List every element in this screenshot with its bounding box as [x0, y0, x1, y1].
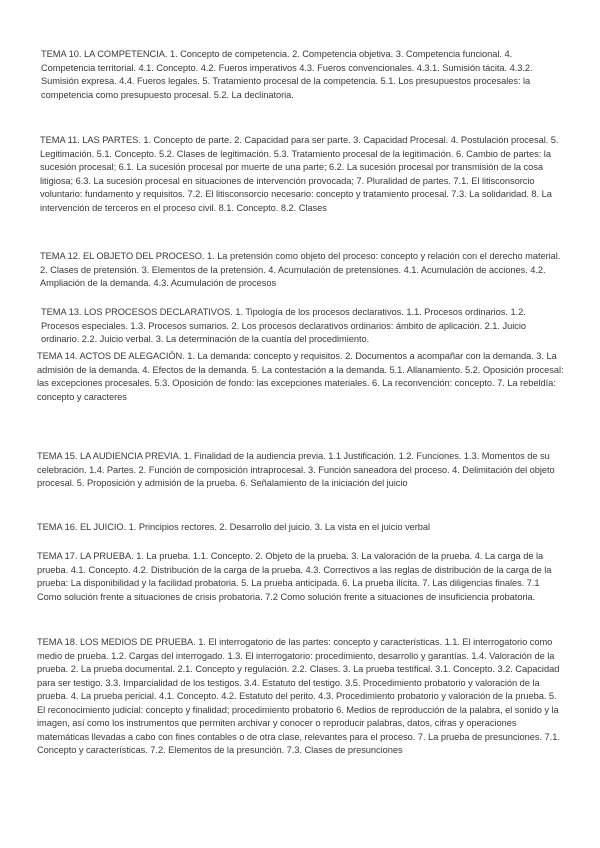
tema-18-paragraph: TEMA 18. LOS MEDIOS DE PRUEBA. 1. El interrogatorio de las partes: concepto y características. 1.1. El interrogatorio como medio de prueba. 1.2. Cargas del interrogado. 1.3. El interrogatorio: procedimiento, desarrollo y garantías. 1.4. Valoración de la prueba. 2. La prueba documental. 2.1. Concepto y regulación. 2.2. Clases. 3. La prueba testifical. 3.1. Concepto. 3.2. Capacidad para ser testigo. 3.3. Imparcialidad de los testigos. 3.4. Estatuto del testigo. 3.5. Procedimiento probatorio y valoración de la prueba. 4. La prueba pericial. 4.1. Concepto. 4.2. Estatuto del perito. 4.3. Procedimiento probatorio y valoración de la prueba. 5. El reconocimiento judicial: concepto y finalidad; procedimiento probatorio 6. Medios de reproducción de la palabra, el sonido y la imagen, así como los instrumentos que permiten archivar y conocer o reproducir palabras, datos, cifras y operaciones matemáticas llevadas a cabo con fines contables o de otra clase, relevantes para el proceso. 7. La prueba de presunciones. 7.1. Concepto y características. 7.2. Elementos de la presunción. 7.3. Clases de presunciones — [37, 637, 560, 755]
tema-13-paragraph: TEMA 13. LOS PROCESOS DECLARATIVOS. 1. Tipología de los procesos declarativos. 1.1. Procesos ordinarios. 1.2. Procesos especiales. 1.3. Procesos sumarios. 2. Los procesos declarativos ordinarios: ámbito de aplicación. 2.1. Juicio ordinario. 2.2. Juicio verbal. 3. La determinación de la cuantía del procedimiento. — [41, 307, 526, 344]
tema-15-paragraph: TEMA 15. LA AUDIENCIA PREVIA. 1. Finalidad de la audiencia previa. 1.1 Justificación. 1.2. Funciones. 1.3. Momentos de su celebración. 1.4. Partes. 2. Función de composición intraprocesal. 3. Función saneadora del proceso. 4. Delimitación del objeto procesal. 5. Proposición y admisión de la prueba. 6. Señalamiento de la iniciación del juicio — [37, 451, 555, 488]
tema-16-paragraph: TEMA 16. EL JUICIO. 1. Principios rectores. 2. Desarrollo del juicio. 3. La vista en el juicio verbal — [37, 522, 430, 532]
tema-12-paragraph: TEMA 12. EL OBJETO DEL PROCESO. 1. La pretensión como objeto del proceso: concepto y relación con el derecho material. 2. Clases de pretensión. 3. Elementos de la pretensión. 4. Acumulación de pretensiones. 4.1. Acumulación de acciones. 4.2. Ampliación de la demanda. 4.3. Acumulación de procesos — [40, 251, 561, 288]
tema-11-paragraph: TEMA 11. LAS PARTES. 1. Concepto de parte. 2. Capacidad para ser parte. 3. Capacidad Procesal. 4. Postulación procesal. 5. Legitimación. 5.1. Concepto. 5.2. Clases de legitimación. 5.3. Tratamiento procesal de la legitimación. 6. Cambio de partes: la sucesión procesal; 6.1. La sucesión procesal por muerte de una parte; 6.2. La sucesión procesal por transmisión de la cosa litigiosa; 6.3. La sucesión procesal en situaciones de intervención provocada; 7. Pluralidad de partes. 7.1. El litisconsorcio voluntario: fundamento y requisitos. 7.2. El litisconsorcio necesario: concepto y tratamiento procesal. 7.3. La solidaridad. 8. La intervención de terceros en el proceso civil. 8.1. Concepto. 8.2. Clases — [40, 135, 559, 213]
tema-17-paragraph: TEMA 17. LA PRUEBA. 1. La prueba. 1.1. Concepto. 2. Objeto de la prueba. 3. La valoración de la prueba. 4. La carga de la prueba. 4.1. Concepto. 4.2. Distribución de la carga de la prueba. 4.3. Correctivos a las reglas de distribución de la carga de la prueba: La disponibilidad y la facilidad probatoria. 5. La prueba anticipada. 6. La prueba ilícita. 7. Las diligencias finales. 7.1 Como solución frente a situaciones de crisis probatoria. 7.2 Como solución frente a situaciones de insuficiencia probatoria. — [37, 551, 552, 602]
tema-14-paragraph: TEMA 14. ACTOS DE ALEGACIÓN. 1. La demanda: concepto y requisitos. 2. Documentos a acompañar con la demanda. 3. La admisión de la demanda. 4. Efectos de la demanda. 5. La contestación a la demanda. 5.1. Allanamiento. 5.2. Oposición procesal: las excepciones procesales. 5.3. Oposición de fondo: las excepciones materiales. 6. La reconvención: concepto. 7. La rebeldía: concepto y caracteres — [37, 351, 564, 402]
tema-10-paragraph: TEMA 10. LA COMPETENCIA. 1. Concepto de competencia. 2. Competencia objetiva. 3. Competencia funcional. 4. Competencia territorial. 4.1. Concepto. 4.2. Fueros imperativos 4.3. Fueros convencionales. 4.3.1. Sumisión tácita. 4.3.2. Sumisión expresa. 4.4. Fueros legales. 5. Tratamiento procesal de la competencia. 5.1. Los presupuestos procesales: la competencia como presupuesto procesal. 5.2. La declinatoria. — [41, 49, 533, 100]
